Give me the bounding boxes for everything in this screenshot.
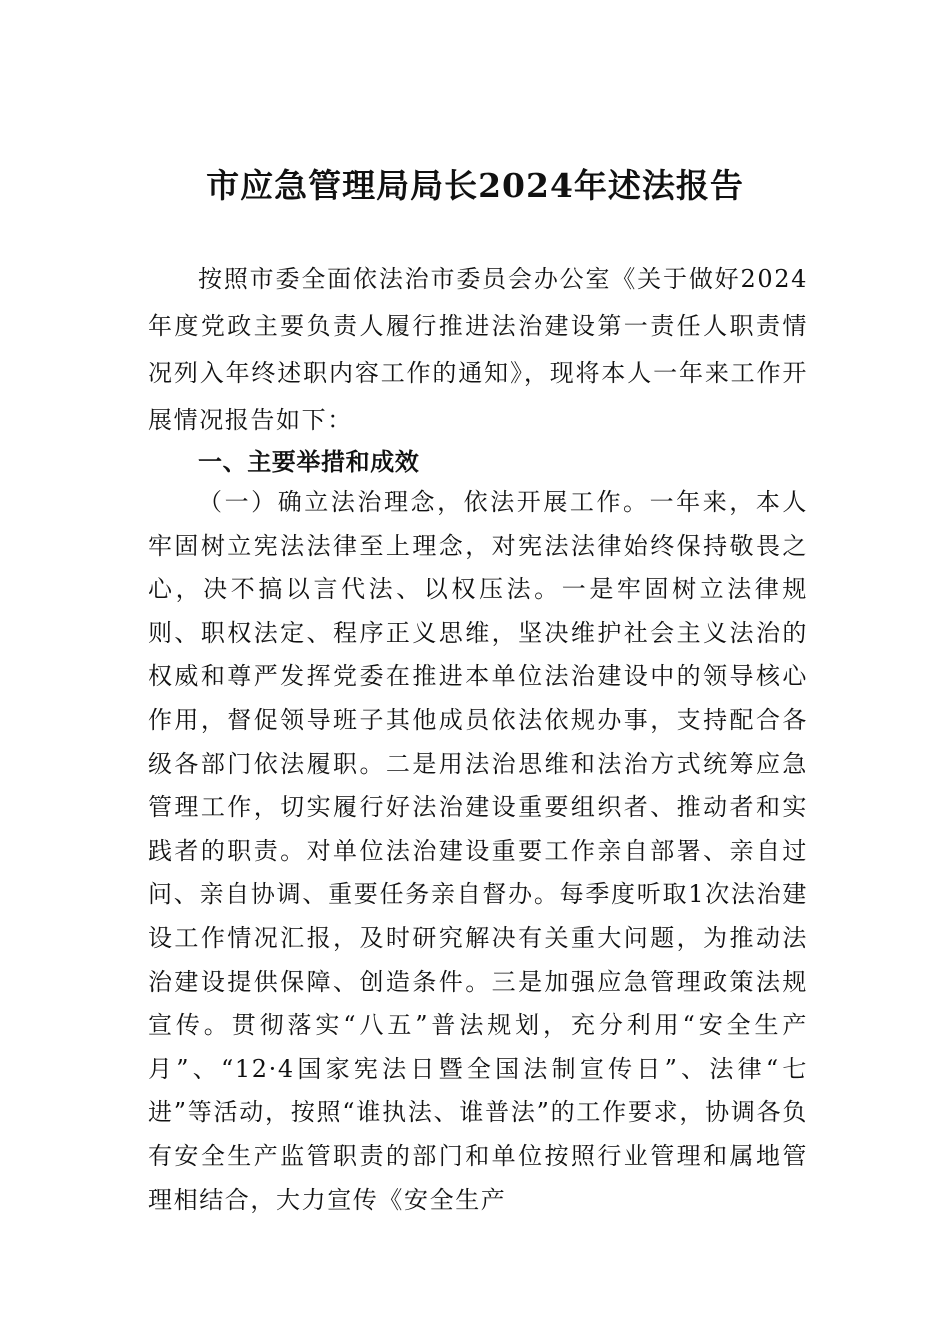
subsection-lead: （一）确立法治理念，依法开展工作。 xyxy=(198,488,650,516)
subsection-body: 一年来，本人牢固树立宪法法律至上理念，对宪法法律始终保持敬畏之心，决不搞以言代法、以权压法。一是牢固树立法律规则、职权法定、程序正义思维，坚决维护社会主义法治的权威和尊严发挥党委在推进本单位法治建设中的领导核心作用，督促领导班子其他成员依法依规办事，支持配合各级各部门依法履职。二是用法治思维和法治方式统筹应急管理工作，切实履行好法治建设重要组织者、推动者和实践者的职责。对单位法治建设重要工作亲自部署、亲自过问、亲自协调、重要任务亲自督办。每季度听取1次法治建设工作情况汇报，及时研究解决有关重大问题，为推动法治建设提供保障、创造条件。三是加强应急管理政策法规宣传。贯彻落实“八五”普法规划，充分利用“安全生产月”、“12·4国家宪法日暨全国法制宣传日”、法律“七进”等活动，按照“谁执法、谁普法”的工作要求，协调各负有安全生产监管职责的部门和单位按照行业管理和属地管理相结合，大力宣传《安全生产 xyxy=(148,488,808,1214)
section-heading: 一、主要举措和成效 xyxy=(198,448,420,476)
document-title: 市应急管理局局长2024年述法报告 xyxy=(206,166,744,205)
intro-paragraph: 按照市委全面依法治市委员会办公室《关于做好2024年度党政主要负责人履行推进法治建设第一责任人职责情况列入年终述职内容工作的通知》，现将本人一年来工作开展情况报告如下： xyxy=(148,265,808,434)
subsection-paragraph xyxy=(148,481,808,1222)
